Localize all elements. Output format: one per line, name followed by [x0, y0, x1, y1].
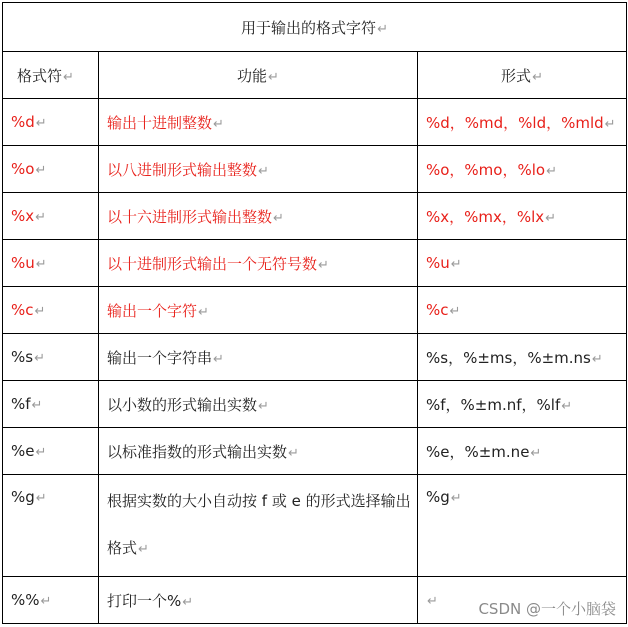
cell-form-text: %x，%mx，%lx — [426, 207, 545, 226]
cell-form-text: %c — [426, 301, 449, 319]
paragraph-mark-icon: ↵ — [35, 491, 47, 506]
cell-func-text: 以小数的形式输出实数 — [107, 395, 258, 414]
cell-func-text: 以标准指数的形式输出实数 — [107, 442, 288, 461]
paragraph-mark-icon: ↵ — [604, 116, 616, 132]
header-spec — [3, 52, 99, 99]
paragraph-mark-icon: ↵ — [318, 257, 329, 273]
cell-spec — [3, 193, 99, 240]
cell-form — [418, 146, 627, 193]
paragraph-mark-icon: ↵ — [449, 304, 461, 319]
cell-form — [418, 287, 627, 334]
table-row — [3, 240, 627, 287]
table-row — [3, 193, 627, 240]
paragraph-mark-icon: ↵ — [63, 69, 74, 85]
paragraph-mark-icon: ↵ — [182, 594, 194, 610]
cell-form-text: %f，%±m.nf，%lf — [426, 395, 561, 414]
paragraph-mark-icon: ↵ — [545, 210, 557, 226]
cell-form — [418, 334, 627, 381]
paragraph-mark-icon: ↵ — [31, 398, 43, 413]
paragraph-mark-icon: ↵ — [35, 257, 47, 272]
cell-spec-text: %c — [11, 301, 34, 319]
cell-func — [99, 193, 418, 240]
cell-func-text: 输出十进制整数 — [107, 113, 213, 132]
paragraph-mark-icon: ↵ — [35, 445, 47, 460]
cell-spec — [3, 99, 99, 146]
paragraph-mark-icon: ↵ — [591, 351, 603, 367]
table-title-text: 用于输出的格式字符 — [241, 18, 377, 37]
cell-func-text: 打印一个% — [107, 591, 182, 610]
cell-func — [99, 577, 418, 624]
cell-form-text: %s，%±ms，%±m.ns — [426, 348, 591, 367]
paragraph-mark-icon: ↵ — [138, 542, 149, 557]
cell-func — [99, 475, 418, 577]
cell-form-text: %u — [426, 254, 450, 272]
cell-form — [418, 99, 627, 146]
paragraph-mark-icon: ↵ — [268, 69, 279, 85]
cell-spec-text: %e — [11, 442, 35, 460]
cell-spec — [3, 475, 99, 577]
cell-func — [99, 99, 418, 146]
paragraph-mark-icon: ↵ — [450, 257, 462, 272]
cell-spec — [3, 287, 99, 334]
cell-spec — [3, 146, 99, 193]
table-row — [3, 475, 627, 577]
cell-form-text: %e，%±m.ne — [426, 442, 530, 461]
paragraph-mark-icon: ↵ — [34, 304, 46, 319]
paragraph-mark-icon: ↵ — [530, 445, 542, 461]
cell-spec — [3, 428, 99, 475]
paragraph-mark-icon: ↵ — [288, 445, 299, 461]
table-body — [3, 99, 627, 624]
cell-spec-text: %s — [11, 348, 34, 366]
cell-spec-text: %g — [11, 488, 35, 506]
cell-form — [418, 240, 627, 287]
paragraph-mark-icon: ↵ — [427, 594, 438, 609]
cell-spec — [3, 334, 99, 381]
cell-form-text: %g — [426, 488, 450, 506]
paragraph-mark-icon: ↵ — [40, 594, 52, 609]
cell-func — [99, 334, 418, 381]
header-func — [99, 52, 418, 99]
cell-func-text: 以十六进制形式输出整数 — [107, 207, 273, 226]
table-title — [3, 3, 627, 52]
paragraph-mark-icon: ↵ — [35, 116, 47, 131]
cell-spec-text: %% — [11, 591, 40, 609]
cell-form — [418, 193, 627, 240]
table-row — [3, 287, 627, 334]
cell-spec-text: %o — [11, 160, 35, 178]
cell-func — [99, 381, 418, 428]
paragraph-mark-icon: ↵ — [258, 163, 269, 179]
cell-form — [418, 428, 627, 475]
cell-form-text: %o，%mo，%lo — [426, 160, 546, 179]
cell-func-text: 以十进制形式输出一个无符号数 — [107, 254, 318, 273]
cell-form — [418, 381, 627, 428]
paragraph-mark-icon: ↵ — [35, 163, 47, 178]
cell-spec-text: %x — [11, 207, 35, 225]
paragraph-mark-icon: ↵ — [213, 351, 224, 367]
paragraph-mark-icon: ↵ — [450, 491, 462, 506]
header-form-text: 形式 — [501, 66, 532, 85]
cell-spec — [3, 577, 99, 624]
paragraph-mark-icon: ↵ — [546, 163, 557, 179]
cell-func — [99, 146, 418, 193]
paragraph-mark-icon: ↵ — [35, 210, 47, 225]
paragraph-mark-icon: ↵ — [377, 21, 388, 37]
cell-spec-text: %d — [11, 113, 35, 131]
table-row — [3, 99, 627, 146]
cell-spec-text: %u — [11, 254, 35, 272]
header-spec-text: 格式符 — [17, 66, 63, 85]
paragraph-mark-icon: ↵ — [561, 398, 573, 414]
paragraph-mark-icon: ↵ — [213, 116, 224, 132]
cell-form — [418, 475, 627, 577]
table-row — [3, 146, 627, 193]
cell-func — [99, 240, 418, 287]
paragraph-mark-icon: ↵ — [34, 351, 45, 366]
cell-func — [99, 287, 418, 334]
cell-func — [99, 428, 418, 475]
cell-func-text: 根据实数的大小自动按 f 或 e 的形式选择输出格式 — [107, 492, 411, 557]
cell-spec — [3, 240, 99, 287]
watermark: CSDN @一个小脑袋 — [478, 600, 616, 618]
cell-func-text: 以八进制形式输出整数 — [107, 160, 258, 179]
cell-form-text: %d，%md，%ld，%mld — [426, 113, 604, 132]
header-form — [418, 52, 627, 99]
table-row — [3, 334, 627, 381]
paragraph-mark-icon: ↵ — [273, 210, 284, 226]
header-func-text: 功能 — [237, 66, 268, 85]
cell-spec-text: %f — [11, 395, 31, 413]
table-row — [3, 381, 627, 428]
paragraph-mark-icon: ↵ — [258, 398, 269, 414]
paragraph-mark-icon: ↵ — [198, 304, 209, 320]
format-spec-table — [2, 2, 627, 624]
cell-spec — [3, 381, 99, 428]
cell-func-text: 输出一个字符串 — [107, 348, 213, 367]
cell-func-text: 输出一个字符 — [107, 301, 198, 320]
table-row — [3, 428, 627, 475]
paragraph-mark-icon: ↵ — [532, 69, 543, 85]
